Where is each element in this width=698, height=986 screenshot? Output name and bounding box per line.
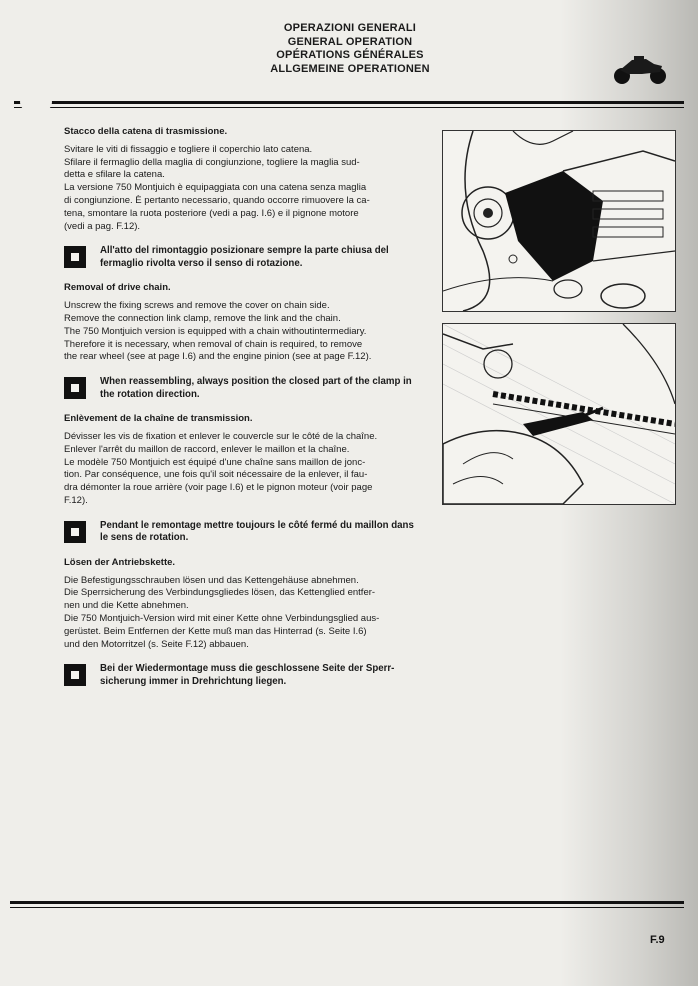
- section-body: [64, 144, 420, 234]
- punch-hole: [20, 90, 52, 114]
- text-line: di congiunzione. È pertanto necessario, quando occorre rimuovere la ca-: [64, 194, 370, 206]
- header-title-en: GENERAL OPERATION: [287, 35, 413, 48]
- section-en: [64, 282, 420, 401]
- note-text: Bei der Wiedermontage muss die geschlossene Seite der Sperr-sicherung immer in Drehrichtung liegen.: [100, 663, 395, 687]
- text-line: Le modèle 750 Montjuich est équipé d'une chaîne sans maillon de jonc-: [64, 456, 366, 468]
- note-square-icon: [64, 521, 86, 543]
- text-line: dra démonter la roue arrière (voir page I.6) et le pignon moteur (voir page: [64, 482, 373, 494]
- section-title: Enlèvement de la chaîne de transmission.: [64, 413, 253, 425]
- section-de: [64, 557, 420, 689]
- text-line: Die Sperrsicherung des Verbindungsgliedes lösen, das Kettenglied entfer-: [64, 587, 376, 599]
- note-text: When reassembling, always position the closed part of the clamp in the rotation direction.: [100, 376, 412, 400]
- header-rule-thick: [14, 101, 684, 104]
- main-text-column: [64, 126, 420, 700]
- text-line: La versione 750 Montjuich è equipaggiata con una catena senza maglia: [64, 182, 367, 194]
- section-body: [64, 300, 420, 364]
- note-square-icon: [64, 664, 86, 686]
- text-line: Die Befestigungsschrauben lösen und das Kettengehäuse abnehmen.: [64, 574, 359, 586]
- page-number: F.9: [650, 934, 665, 946]
- page-header: [210, 22, 490, 76]
- section-fr: [64, 413, 420, 545]
- note-block: [64, 245, 420, 270]
- note-text: All'atto del rimontaggio posizionare sempre la parte chiusa del fermaglio rivolta verso il senso di rotazione.: [100, 245, 389, 269]
- footer-rule-thin: [10, 907, 684, 908]
- text-line: Enlever l'arrêt du maillon de raccord, enlever le maillon et la chaîne.: [64, 443, 350, 455]
- text-line: gerüstet. Beim Entfernen der Kette muß man das Hinterrad (s. Seite I.6): [64, 625, 367, 637]
- section-it: [64, 126, 420, 270]
- footer-rule-thick: [10, 901, 684, 904]
- figure-chain-cover: [442, 130, 676, 312]
- note-square-icon: [64, 246, 86, 268]
- header-title-it: OPERAZIONI GENERALI: [283, 22, 417, 34]
- text-line: Die 750 Montjuich-Version wird mit einer Kette ohne Verbindungsglied aus-: [64, 612, 380, 624]
- figure-chain-link-pliers: [442, 323, 676, 505]
- text-line: (vedi a pag. F.12).: [64, 220, 141, 232]
- text-line: tion. Par conséquence, une fois qu'il soit nécessaire de la enlever, il fau-: [64, 469, 368, 481]
- section-body: [64, 431, 420, 508]
- text-line: the rear wheel (see at page I.6) and the engine pinion (see at page F.12).: [64, 351, 372, 363]
- note-block: [64, 663, 420, 688]
- text-line: F.12).: [64, 494, 88, 506]
- text-line: Dévisser les vis de fixation et enlever le couvercle sur le côté de la chaîne.: [64, 430, 378, 442]
- text-line: tena, smontare la ruota posteriore (vedi a pag. I.6) e il pignone motore: [64, 207, 359, 219]
- text-line: und den Motorritzel (s. Seite F.12) abbauen.: [64, 638, 249, 650]
- text-line: The 750 Montjuich version is equipped with a chain withoutintermediary.: [64, 325, 367, 337]
- note-square-icon: [64, 377, 86, 399]
- text-line: nen und die Kette abnehmen.: [64, 600, 189, 612]
- text-line: Remove the connection link clamp, remove the link and the chain.: [64, 312, 341, 324]
- section-title: Stacco della catena di trasmissione.: [64, 126, 228, 137]
- text-line: Therefore it is necessary, when removal of chain is required, to remove: [64, 338, 363, 350]
- section-title: Removal of drive chain.: [64, 282, 171, 294]
- text-line: detta e sfilare la catena.: [64, 169, 165, 181]
- header-title-fr: OPÉRATIONS GÉNÉRALES: [276, 49, 424, 61]
- note-block: [64, 376, 420, 401]
- text-line: Sfilare il fermaglio della maglia di congiunzione, togliere la maglia sud-: [64, 156, 360, 168]
- chain-link-illustration: [443, 324, 675, 504]
- motorcycle-icon: [612, 52, 668, 86]
- section-title: Lösen der Antriebskette.: [64, 556, 176, 568]
- text-line: Svitare le viti di fissaggio e togliere il coperchio lato catena.: [64, 143, 313, 155]
- note-text: Pendant le remontage mettre toujours le côté fermé du maillon dans le sens de rotation.: [100, 519, 414, 544]
- section-body: [64, 575, 420, 652]
- note-block: [64, 520, 420, 545]
- text-line: Unscrew the fixing screws and remove the cover on chain side.: [64, 300, 330, 312]
- header-title-de: ALLGEMEINE OPERATIONEN: [270, 62, 430, 75]
- chain-cover-illustration: [443, 131, 675, 311]
- header-rule-thin: [14, 107, 684, 108]
